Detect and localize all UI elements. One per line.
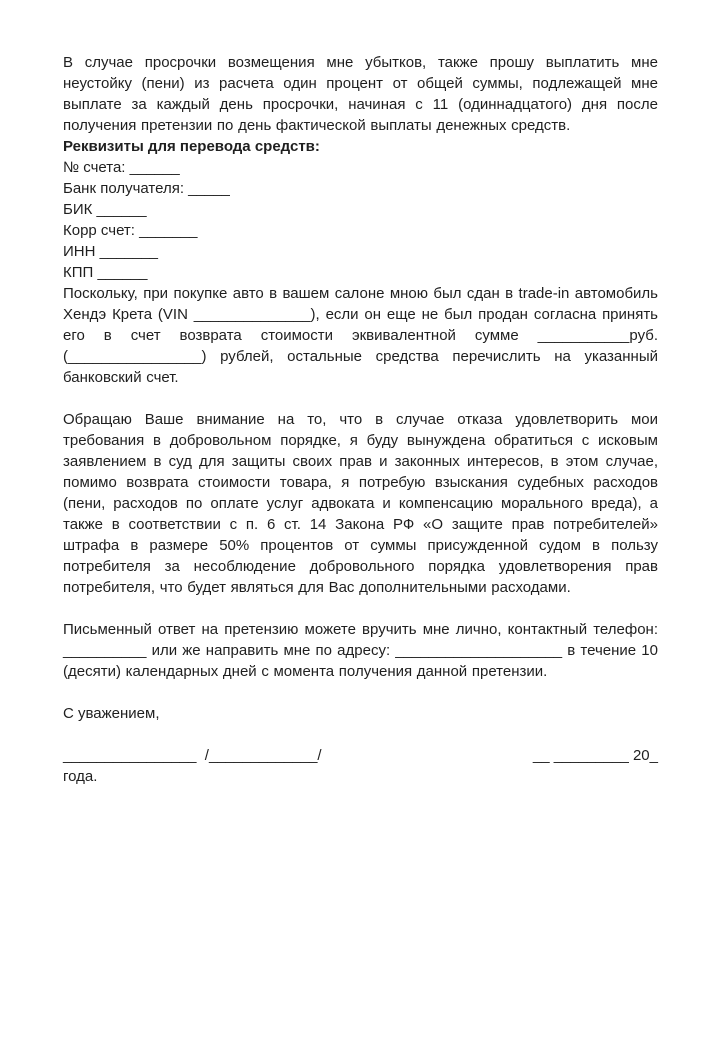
signature-row bbox=[63, 745, 658, 766]
paragraph-trade-in: Поскольку, при покупке авто в вашем салоне мною был сдан в trade-in автомобиль Хендэ Крета (VIN ______________), если он еще не был продан согласна принять его в счет возврата стоимости эквивалентной сумме ___________руб. (________________) рублей, остальные средства перечислить на указанный банковский счет. bbox=[63, 285, 658, 386]
signature-line: ________________ /_____________/ bbox=[63, 747, 322, 764]
requisites-title: Реквизиты для перевода средств: bbox=[63, 138, 320, 155]
requisite-recipient-bank: Банк получателя: _____ bbox=[63, 180, 230, 197]
requisite-bik: БИК ______ bbox=[63, 201, 147, 218]
requisite-corr-account: Корр счет: _______ bbox=[63, 222, 198, 239]
paragraph-reply-instructions: Письменный ответ на претензию можете вручить мне лично, контактный телефон: __________ или же направить мне по адресу: ____________________ в течение 10 (десяти) календарных дней с момента получения данной претензии. bbox=[63, 621, 658, 680]
requisite-kpp: КПП ______ bbox=[63, 264, 148, 281]
requisite-inn: ИНН _______ bbox=[63, 243, 159, 260]
blank-line bbox=[63, 598, 658, 619]
blank-line bbox=[63, 388, 658, 409]
blank-line bbox=[63, 682, 658, 703]
requisite-account-number: № счета: ______ bbox=[63, 159, 180, 176]
blank-line bbox=[63, 724, 658, 745]
paragraph-court-warning: Обращаю Ваше внимание на то, что в случае отказа удовлетворить мои требования в добровольном порядке, я буду вынуждена обратиться с исковым заявлением в суд для защиты своих прав и законных интересов, в этом случае, помимо возврата стоимости товара, я потребую взыскания судебных расходов (пени, расходов по оплате услуг адвоката и компенсацию морального вреда), а также в соответствии с п. 6 ст. 14 Закона РФ «О защите прав потребителей» штрафа в размере 50% процентов от суммы присужденной судом в пользу потребителя за несоблюдение добровольного порядка удовлетворения прав потребителя, что будет являться для Вас дополнительными расходами. bbox=[63, 411, 658, 596]
signature-date-line: __ _________ 20_ bbox=[532, 747, 658, 764]
paragraph-delay-penalty: В случае просрочки возмещения мне убытков, также прошу выплатить мне неустойку (пени) из расчета один процент от общей суммы, подлежащей мне выплате за каждый день просрочки, начиная с 11 (одиннадцатого) дня после получения претензии по день фактической выплаты денежных средств. bbox=[63, 54, 658, 134]
closing-regards: С уважением, bbox=[63, 705, 160, 722]
signature-date-tail: года. bbox=[63, 768, 98, 785]
